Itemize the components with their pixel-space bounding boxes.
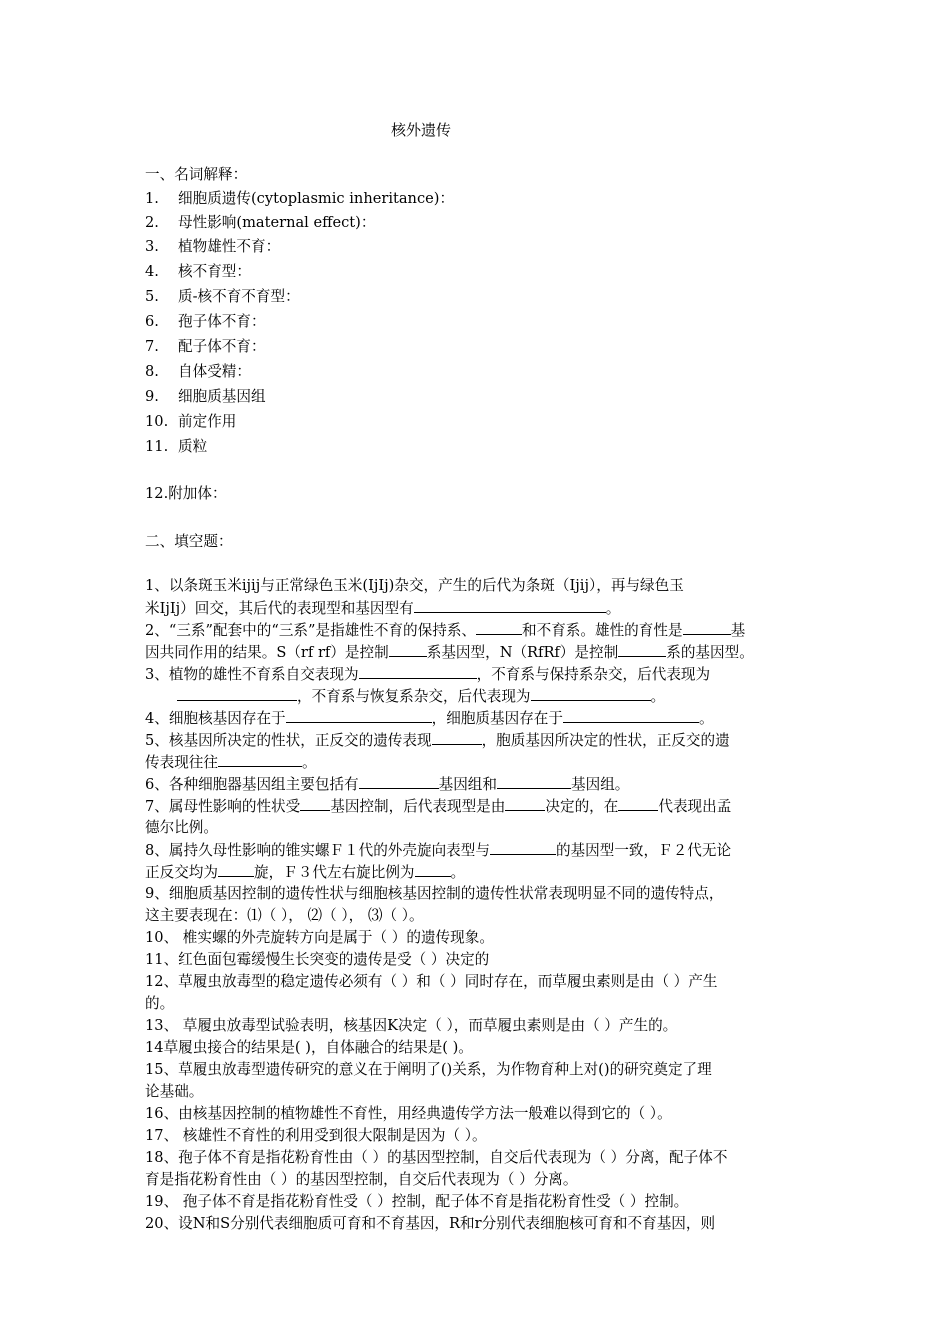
- answer-blank: [359, 663, 477, 679]
- question-1-line-1: 1、以条斑玉米ijij与正常绿色玉米(IjIj)杂交，产生的后代为条斑（Ijij），再与绿色玉: [145, 577, 684, 594]
- question-text: 。: [650, 688, 666, 705]
- term-num: 7.: [145, 338, 159, 355]
- question-7-line-1: [145, 795, 810, 818]
- term-text: 细胞质基因组: [178, 388, 266, 405]
- answer-blank: [300, 795, 330, 811]
- question-text: 基因组。: [571, 776, 630, 793]
- term-text: 植物雄性不育：: [178, 238, 281, 255]
- answer-blank: [414, 597, 606, 613]
- answer-blank: [497, 773, 571, 789]
- term-item-11: [145, 436, 810, 458]
- question-8-line-1: [145, 839, 810, 862]
- question-18-line-1: 18、孢子体不育是指花粉育性由（ ）的基因型控制，自交后代表现为（ ）分离，配子体不: [145, 1149, 728, 1166]
- question-6-line-1: [145, 773, 810, 796]
- question-text: 基因控制，后代表现型是由: [330, 798, 506, 815]
- question-text: 代表现出孟: [658, 798, 732, 815]
- term-item-3: [145, 236, 810, 258]
- answer-blank: [490, 839, 556, 855]
- answer-blank: [531, 685, 651, 701]
- term-text: 质-核不育不育型：: [178, 288, 300, 305]
- term-item-4: [145, 261, 810, 283]
- question-3-line-1: [145, 663, 810, 686]
- answer-blank: [683, 619, 731, 635]
- question-text: 旋，Ｆ３代左右旋比例为: [253, 864, 415, 881]
- question-text: 米IjIj）回交，其后代的表现型和基因型有: [145, 600, 414, 617]
- section1-heading: 一、名词解释：: [145, 166, 248, 183]
- question-15-line-2: 论基础。: [145, 1083, 204, 1100]
- term-num: 5.: [145, 288, 159, 305]
- question-3-line-2: [177, 685, 842, 708]
- term-num: 10.: [145, 413, 169, 430]
- question-text: 7、属母性影响的性状受: [145, 798, 301, 815]
- question-1-line-2: [145, 597, 810, 620]
- answer-blank: [286, 707, 432, 723]
- question-text: 基因组和: [438, 776, 497, 793]
- question-20-line-1: 20、设N和S分别代表细胞质可育和不育基因，R和r分别代表细胞核可育和不育基因，则: [145, 1215, 716, 1232]
- term-item-10: [145, 411, 810, 433]
- term-text: 前定作用: [178, 413, 237, 430]
- term-item-1: [145, 188, 810, 210]
- term-item-2: [145, 212, 810, 234]
- answer-blank: [432, 729, 482, 745]
- question-17: 17、 核雄性不育性的利用受到很大限制是因为（ ）。: [145, 1127, 487, 1144]
- question-text: 。: [450, 864, 466, 881]
- question-text: 5、核基因所决定的性状，正反交的遗传表现: [145, 732, 432, 749]
- term-num: 1.: [145, 190, 159, 207]
- question-2-line-1: [145, 619, 810, 642]
- question-15-line-1: 15、草履虫放毒型遗传研究的意义在于阐明了()关系，为作物育种上对()的研究奠定了理: [145, 1061, 712, 1078]
- question-11: 11、红色面包霉缓慢生长突变的遗传是受（ ）决定的: [145, 951, 490, 968]
- term-item-12: 12.附加体：: [145, 485, 227, 502]
- question-16: 16、由核基因控制的植物雄性不育性，用经典遗传学方法一般难以得到它的（ ）。: [145, 1105, 672, 1122]
- question-text: 因共同作用的结果。S（rf rf）是控制: [145, 644, 389, 661]
- question-text: ，不育系与保持系杂交，后代表现为: [476, 666, 711, 683]
- answer-blank: [359, 773, 439, 789]
- question-text: 系的基因型。: [666, 644, 754, 661]
- answer-blank: [218, 861, 254, 877]
- question-8-line-2: [145, 861, 810, 884]
- question-text: 传表现往往: [145, 754, 218, 771]
- page-title: 核外遗传: [390, 121, 451, 139]
- question-text: 。: [605, 600, 621, 617]
- question-10: 10、 椎实螺的外壳旋转方向是属于（ ）的遗传现象。: [145, 929, 494, 946]
- term-num: 2.: [145, 214, 159, 231]
- term-text: 核不育型：: [178, 263, 251, 280]
- term-num: 3.: [145, 238, 159, 255]
- question-19: 19、 孢子体不育是指花粉育性受（ ）控制，配子体不育是指花粉育性受（ ）控制。: [145, 1193, 689, 1210]
- question-text: 系基因型，N（RfRf）是控制: [426, 644, 619, 661]
- term-text: 母性影响(maternal effect)：: [178, 214, 376, 231]
- question-9-line-1: 9、细胞质基因控制的遗传性状与细胞核基因控制的遗传性状常表现明显不同的遗传特点，: [145, 885, 724, 902]
- question-12-line-2: 的。: [145, 995, 175, 1012]
- question-9-line-2: 这主要表现在：⑴（ ）， ⑵（ ）， ⑶（ ）。: [145, 907, 424, 924]
- question-text: ，不育系与恢复系杂交，后代表现为: [297, 688, 531, 705]
- term-text: 配子体不育：: [178, 338, 266, 355]
- question-text: 和不育系。雄性的育性是: [522, 622, 683, 639]
- answer-blank: [618, 795, 658, 811]
- term-item-6: [145, 311, 810, 333]
- question-text: 6、各种细胞器基因组主要包括有: [145, 776, 359, 793]
- question-4-line-1: [145, 707, 810, 730]
- question-text: 。: [301, 754, 317, 771]
- term-text: 孢子体不育：: [178, 313, 266, 330]
- question-text: 正反交均为: [145, 864, 218, 881]
- question-text: 的基因型一致，Ｆ２代无论: [555, 842, 732, 859]
- question-text: 2、“三系”配套中的“三系”是指雄性不育的保持系、: [145, 622, 477, 639]
- answer-blank: [177, 685, 297, 701]
- question-text: 4、细胞核基因存在于: [145, 710, 286, 727]
- question-text: ，胞质基因所决定的性状，正反交的遗: [481, 732, 730, 749]
- question-2-line-2: [145, 641, 810, 664]
- question-text: 基: [730, 622, 746, 639]
- answer-blank: [218, 751, 302, 767]
- answer-blank: [476, 619, 522, 635]
- term-text: 细胞质遗传(cytoplasmic inheritance)：: [178, 190, 455, 207]
- question-18-line-2: 育是指花粉育性由（ ）的基因型控制，自交后代表现为（ ）分离。: [145, 1171, 578, 1188]
- term-item-7: [145, 336, 810, 358]
- answer-blank: [415, 861, 451, 877]
- question-text: 决定的，在: [545, 798, 619, 815]
- term-item-9: [145, 386, 810, 408]
- term-num: 4.: [145, 263, 159, 280]
- term-num: 6.: [145, 313, 159, 330]
- term-item-8: [145, 361, 810, 383]
- answer-blank: [618, 641, 666, 657]
- term-num: 9.: [145, 388, 159, 405]
- question-12-line-1: 12、草履虫放毒型的稳定遗传必须有（ ）和（ ）同时存在，而草履虫素则是由（ ）产生: [145, 973, 718, 990]
- term-num: 11.: [145, 438, 169, 455]
- term-item-5: [145, 286, 810, 308]
- question-text: 8、属持久母性影响的锥实螺Ｆ１代的外壳旋向表型与: [145, 842, 490, 859]
- question-5-line-1: [145, 729, 810, 752]
- question-text: 3、植物的雄性不育系自交表现为: [145, 666, 359, 683]
- section2-heading: 二、填空题：: [145, 533, 233, 550]
- question-13: 13、 草履虫放毒型试验表明，核基因K决定（ ），而草履虫素则是由（ ）产生的。: [145, 1017, 678, 1034]
- question-text: ，细胞质基因存在于: [431, 710, 563, 727]
- question-14: 14草履虫接合的结果是( )，自体融合的结果是( )。: [145, 1039, 473, 1056]
- term-num: 8.: [145, 363, 159, 380]
- term-text: 自体受精：: [178, 363, 251, 380]
- answer-blank: [563, 707, 699, 723]
- answer-blank: [389, 641, 427, 657]
- question-text: 。: [699, 710, 714, 727]
- term-text: 质粒: [178, 438, 208, 455]
- question-5-line-2: [145, 751, 810, 774]
- question-7-line-2: 德尔比例。: [145, 819, 218, 836]
- answer-blank: [505, 795, 545, 811]
